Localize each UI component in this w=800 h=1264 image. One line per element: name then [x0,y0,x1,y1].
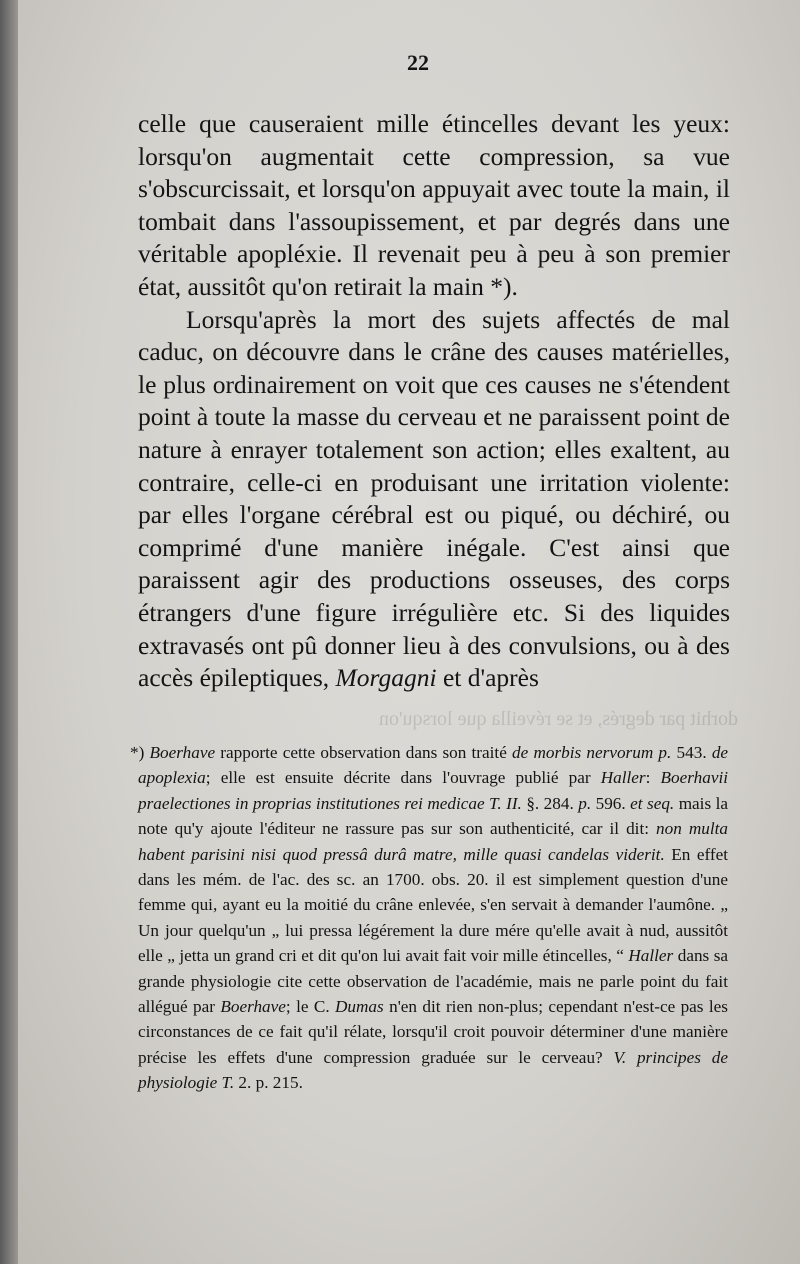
paragraph-2-end: et d'après [442,663,539,693]
fn-text: dans sa grande physiologie cite cette observation de l'académie, mais ne parle point du fait allégué par [138,946,729,1017]
fn-page-543: 543. [676,743,707,762]
fn-text: rapporte cette observation dans son traité [220,743,507,762]
fn-text: mais la note qu'y ajoute l'éditeur ne rassure pas sur son authenticité, car il dit: [138,793,729,839]
bleed-through-text: dorhit par degrés, et se réveilla que lorsqu'on [378,708,738,730]
fn-boerhave-2: Boerhave [220,997,286,1017]
fn-p: p. [578,793,592,813]
paragraph-2-text: Lorsqu'après la mort des sujets affectés de mal caduc, on découvre dans le crâne des causes matérielles, le plus ordinairement on voit que ces causes ne s'étendent point à toute la masse du cerveau et ne paraissent point de nature à enrayer totalement son action; elles exaltent, au contraire, celle-ci en produisant une irritation violente: par elles l'organe cérébral est ou piqué, ou déchiré, ou comprimé d'une manière inégale. C'est ainsi que paraissent agir des productions osseuses, des corps étrangers d'une figure irrégulière etc. Si des liquides extravasés ont pû donner lieu à des convulsions, ou à des accès épileptiques, [138,304,730,693]
fn-page-596: 596. [595,793,626,813]
footnote [130,740,729,1096]
fn-haller-2: Haller [628,946,674,966]
author-name-morgagni: Morgagni [335,663,437,693]
footnote-marker: *) [130,743,145,762]
fn-boerhave: Boerhave [149,743,216,762]
fn-final-ref: 2. p. 215. [238,1073,303,1093]
fn-haller: Haller [600,768,646,788]
fn-text: n'en dit rien non-plus; cependant n'est-ce pas les circonstances de ce fait qu'il rélate, lorsqu'il croit pouvoir déterminer d'une manière précise les effets d'une compression graduée sur le cerveau? [138,997,728,1067]
fn-text: : [645,768,651,788]
fn-title-apoplexia: de apoplexia [138,743,729,788]
book-page [18,0,800,1264]
fn-title-praelectiones: Boerhavii praelectiones in proprias institutiones rei medicae T. II. [138,768,729,813]
fn-dumas: Dumas [335,997,384,1017]
fn-section: §. 284. [526,793,574,813]
footnote-paragraph [130,740,729,1096]
fn-text: En effet dans les mém. de l'ac. des sc. an 1700. obs. 20. il est simplement question d'une femme qui, ayant eu la moitié du crâne enlevée, s'en servait à demander l'aumône. „ Un jour quelqu'un „ lui pressa légérement la dure mére qu'elle avait à nud, aussitôt elle „ jetta un grand cri et dit qu'on lui avait fait voir mille étincelles, “ [138,844,729,966]
page-edge-shadow [0,0,18,1264]
fn-text: ; elle est ensuite décrite dans l'ouvrage publié par [205,768,591,788]
fn-et-seq: et seq. [630,793,675,813]
fn-quote-latin: non multa habent parisini nisi quod pressâ durâ matre, mille quasi candelas viderit. [138,819,729,864]
paragraph-1: celle que causeraient mille étincelles devant les yeux: lorsqu'on augmentait cette compression, sa vue s'obscurcissait, et lorsqu'on appuyait avec toute la main, il tombait dans l'assoupissement, et par degrés dans une véritable apopléxie. Il revenait peu à peu à son premier état, aussitôt qu'on retirait la main *). [138,109,730,301]
main-text [138,108,730,695]
fn-principes: V. principes de physiologie T. [138,1047,729,1093]
paragraph-2 [138,304,730,695]
fn-title-morbis: de morbis nervorum p. [512,743,672,762]
page-number: 22 [407,50,429,75]
fn-text: ; le C. [285,997,330,1017]
